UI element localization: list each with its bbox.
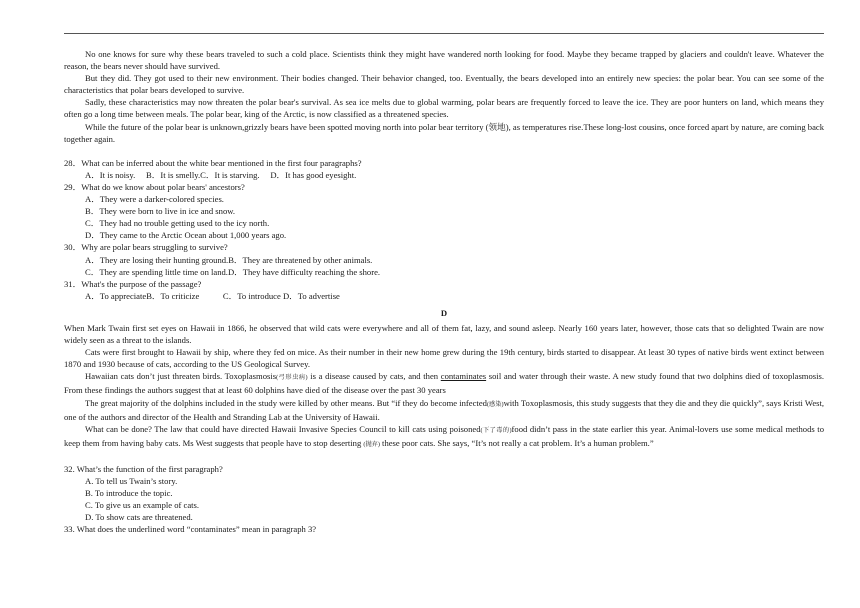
passage-c-paragraph-4: While the future of the polar bear is unknown,grizzly bears have been spotted moving north into polar bear territory (领地), as temperatures rise.These long-lost cousins, once forced apart by nature, are coming back together again.	[64, 121, 824, 144]
spacer	[64, 145, 824, 157]
question-stem: 30．Why are polar bears struggling to survive?	[64, 242, 228, 253]
option-d: D．They came to the Arctic Ocean about 1,000 years ago.	[85, 230, 287, 241]
passage-d-paragraph-5	[64, 423, 824, 451]
passage-d-paragraph-3	[64, 370, 824, 396]
text-run: food didn’t pass in the state earlier this year. Animal-lovers use some medical methods to keep them from having baby cats. Ms West suggests that people have to stop deserting	[64, 423, 824, 448]
option-b: B. To introduce the topic.	[85, 488, 173, 499]
passage-d-paragraph-2: Cats were first brought to Hawaii by ship, where they fed on mice. As their number in their new home grew during the 19th century, birds started to disappear. At least 30 types of native birds went extinct between 1870 and 1930 because of cats, according to the US Geological Survey.	[64, 347, 824, 370]
chinese-gloss: (感染)	[486, 400, 504, 408]
question-options: A．It is noisy. B．It is smelly.C．It is starving. D．It has good eyesight.	[85, 169, 357, 180]
chinese-gloss: (下了毒的)	[480, 426, 512, 434]
text-run: The great majority of the dolphins included in the study were killed by other means. But “if they do become infected	[85, 397, 487, 408]
option-a-b: A．They are losing their hunting ground.B．They are threatened by other animals.	[85, 254, 373, 265]
passage-d-paragraph-1: When Mark Twain first set eyes on Hawaii in 1866, he observed that wild cats were everywhere and all of them fat, lazy, and sound asleep. Nearly 160 years later, however, those cats that so delighted Twain are now widely seen as a threat to the islands.	[64, 322, 824, 346]
text-run: Hawaiian cats don’t just threaten birds. Toxoplasmosis	[85, 371, 277, 382]
chinese-gloss: (抛弃)	[363, 440, 380, 448]
question-stem: 28．What can be inferred about the white bear mentioned in the first four paragraphs?	[64, 157, 362, 168]
passage-c-paragraph-2: But they did. They got used to their new environment. Their bodies changed. Their behavior changed, too. Eventually, the bears developed into an entirely new species: the polar bear. You can see some of the characteristics that polar bears developed to survive.	[64, 73, 824, 96]
question-31	[64, 278, 824, 302]
question-29	[64, 181, 824, 241]
text-run: these poor cats. She says, “It’s not really a cat problem. It’s a human problem.”	[379, 437, 654, 448]
header-rule	[64, 33, 824, 34]
passage-c-paragraph-1: No one knows for sure why these bears traveled to such a cold place. Scientists think they might have wandered north looking for food. Maybe they became trapped by glaciers and couldn't leave. Whatever the reason, the bears never should have survived.	[64, 49, 824, 72]
question-30	[64, 241, 824, 277]
option-a: A．They were a darker-colored species.	[85, 194, 224, 205]
option-d: D. To show cats are threatened.	[85, 512, 193, 523]
underlined-word: contaminates	[440, 371, 487, 382]
question-32	[64, 463, 824, 523]
option-a: A. To tell us Twain’s story.	[85, 476, 178, 486]
option-c: C. To give us an example of cats.	[85, 500, 200, 511]
question-stem: 32. What’s the function of the first paragraph?	[64, 463, 223, 474]
text-run: soil and water through their waste. A new study found that two dolphins died of toxoplasmosis. From these findings the authors suggest that at least 60 dolphins have died of the disease over the past 30 years	[64, 371, 824, 396]
text-run: is a disease caused by cats, and then	[307, 371, 441, 382]
document-page	[64, 48, 824, 535]
spacer	[64, 451, 824, 463]
question-options: A．To appreciateB．To criticize C．To introduce D．To advertise	[85, 290, 340, 301]
question-stem: 33. What does the underlined word “contaminates” mean in paragraph 3?	[64, 524, 317, 535]
question-stem: 31．What's the purpose of the passage?	[64, 278, 202, 289]
option-b: B．They were born to live in ice and snow.	[85, 206, 236, 217]
passage-d-paragraph-4	[64, 397, 824, 423]
question-stem: 29．What do we know about polar bears' ancestors?	[64, 181, 245, 192]
option-c: C．They had no trouble getting used to the icy north.	[85, 218, 270, 229]
option-c-d: C．They are spending little time on land.D．They have difficulty reaching the shore.	[85, 266, 381, 277]
text-run: What can be done? The law that could have directed Hawaii Invasive Species Council to kill cats using poisoned	[85, 423, 481, 434]
text-run: with Toxoplasmosis, this study suggests that they die and they die quickly”, says Kristi West, one of the authors and director of the Health and Stranding Lab at the University of Hawaii.	[64, 397, 825, 422]
section-heading-d: D	[440, 307, 448, 318]
question-33	[64, 523, 824, 535]
chinese-gloss: (弓形虫病)	[276, 374, 308, 382]
question-28	[64, 157, 824, 181]
passage-c-paragraph-3: Sadly, these characteristics may now threaten the polar bear's survival. As sea ice melts due to global warming, polar bears are frequently forced to leave the ice. They are poor hunters on land, which means they often go a long time between meals. The polar bear, king of the Arctic, is now classified as a threatened species.	[64, 97, 824, 120]
